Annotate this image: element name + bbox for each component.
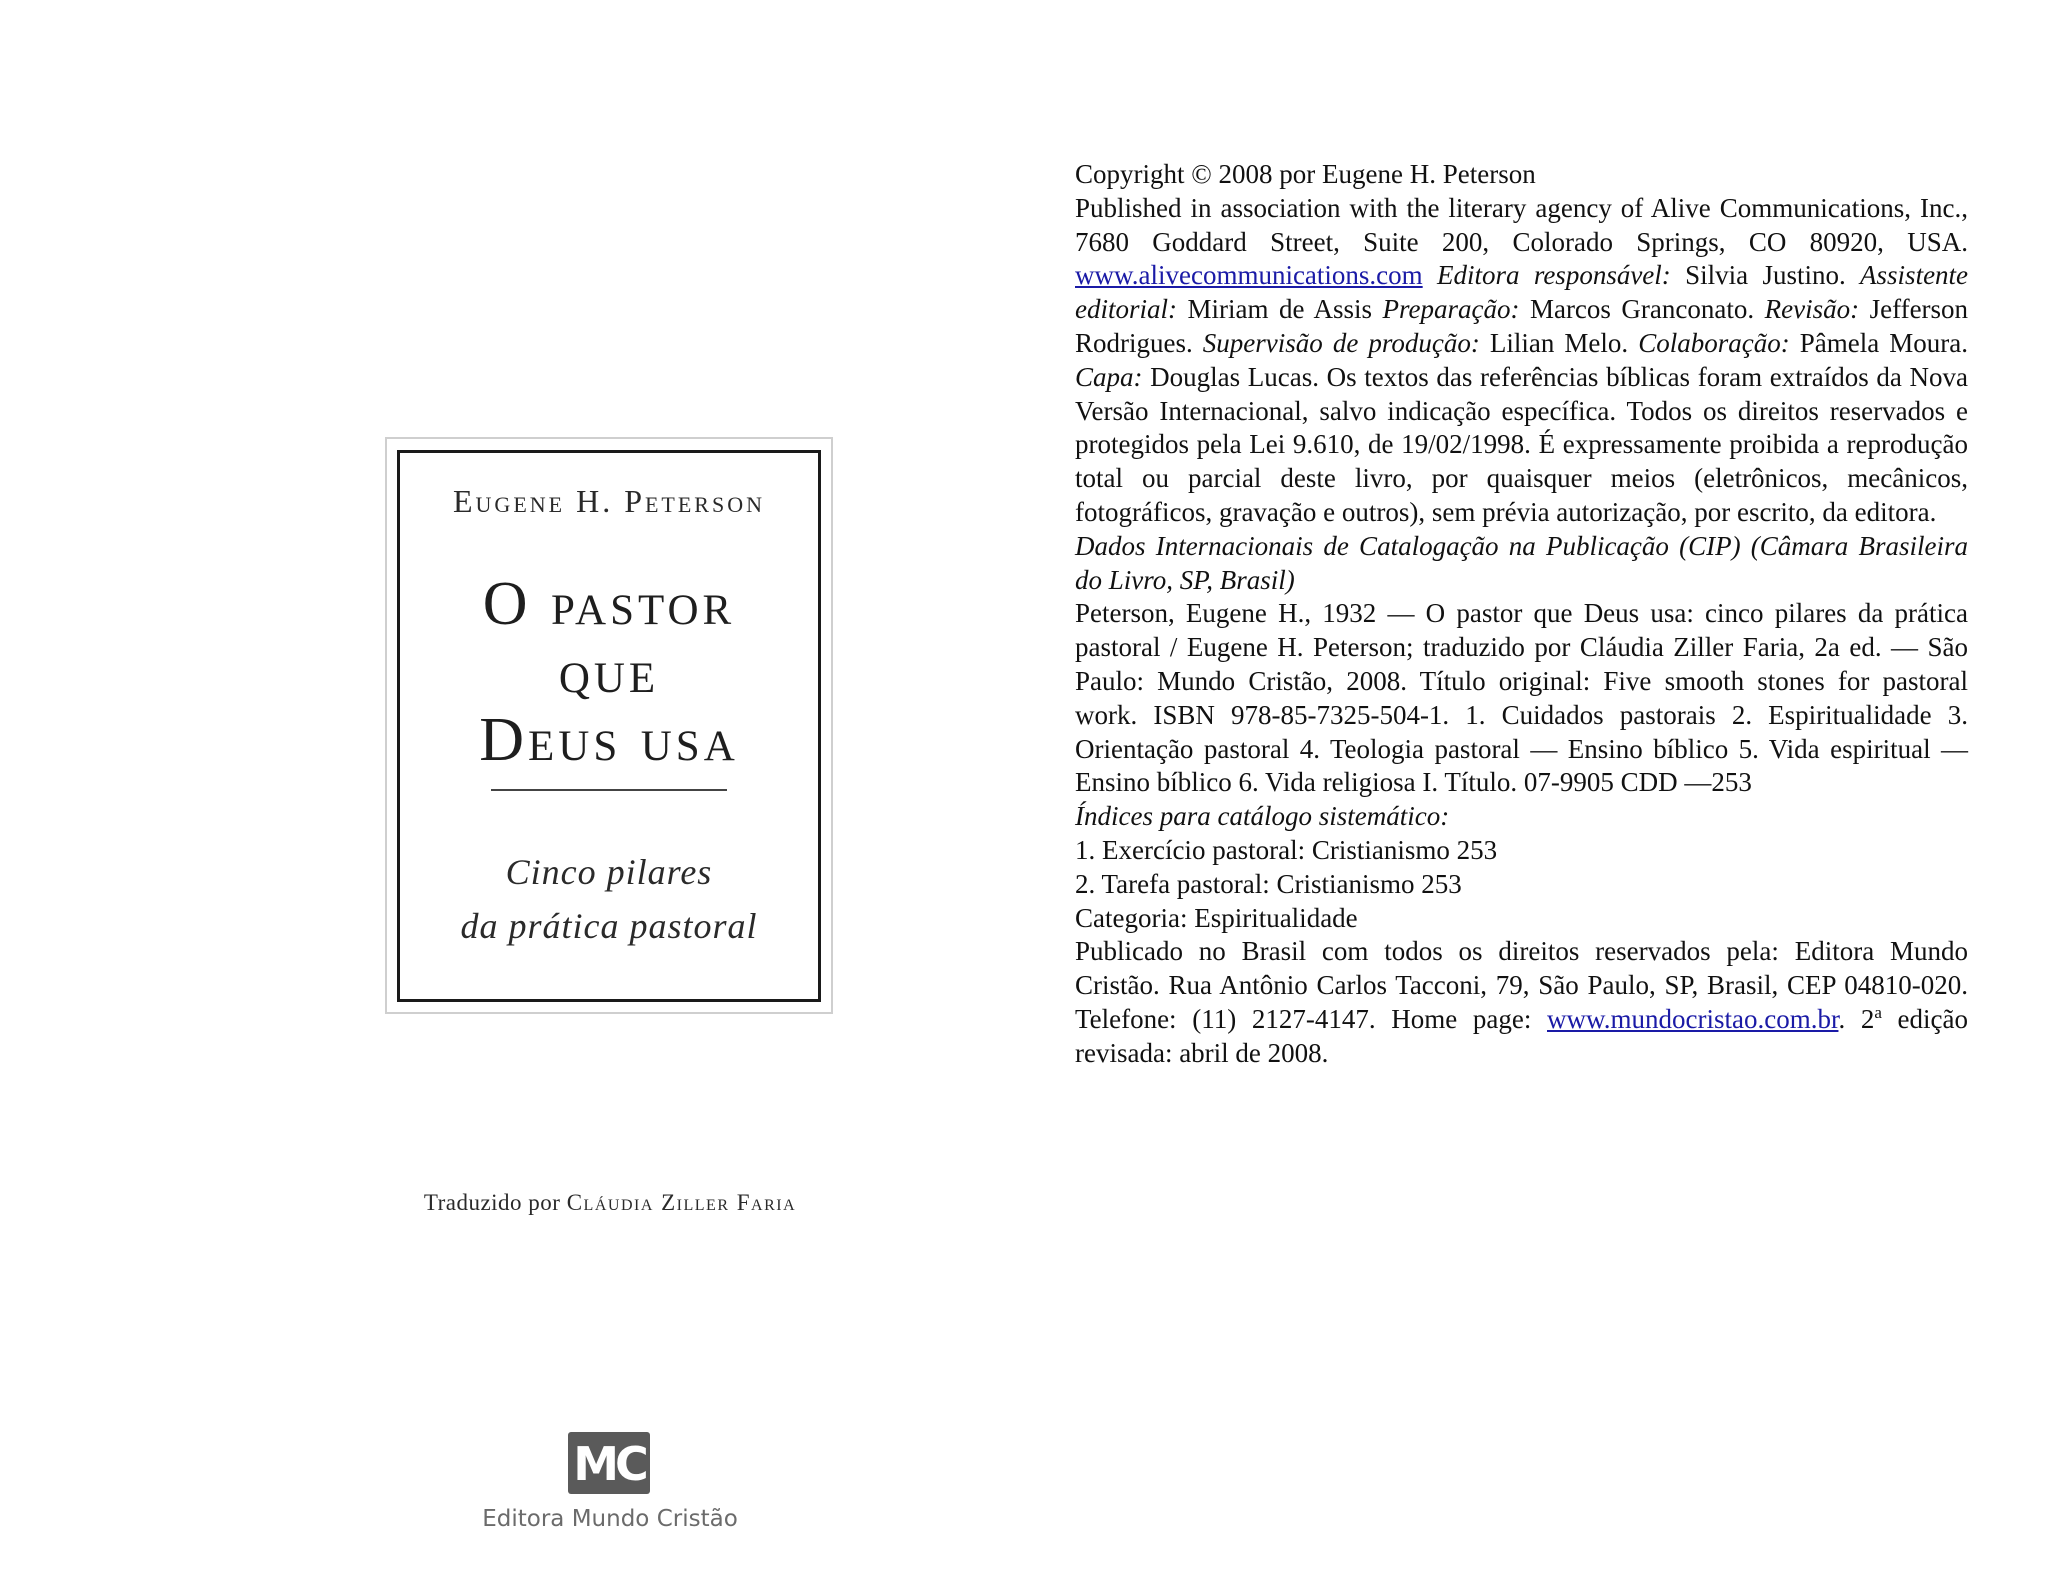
credits-paragraph bbox=[1075, 192, 1968, 530]
assistente-label: Assistente editorial: bbox=[1075, 260, 1969, 325]
supervisao-value: Lilian Melo. bbox=[1489, 327, 1629, 358]
title-divider bbox=[491, 789, 727, 791]
revisao-value: Jefferson Rodrigues. bbox=[1075, 294, 1969, 358]
edition-ordinal: a bbox=[1874, 1002, 1882, 1022]
publisher-logo-icon bbox=[568, 1432, 650, 1494]
capa-label: Capa: bbox=[1075, 361, 1143, 392]
edition-post: edição revisada: abril de 2008. bbox=[1075, 1003, 1969, 1068]
index-heading-text: Índices para catálogo sistemático: bbox=[1075, 801, 1450, 832]
title-frame bbox=[397, 450, 821, 1002]
translator-name: Cláudia Ziller Faria bbox=[566, 1190, 797, 1215]
author-name: Eugene H. Peterson bbox=[453, 483, 765, 519]
revisao-label: Revisão: bbox=[1764, 294, 1860, 325]
editora-label: Editora responsável: bbox=[1437, 260, 1671, 291]
copyright-line: Copyright © 2008 por Eugene H. Peterson bbox=[1075, 159, 1536, 189]
book-subtitle bbox=[400, 845, 818, 953]
book-title-line-1: O pastor bbox=[482, 570, 736, 638]
book-title-line-3: Deus usa bbox=[479, 706, 739, 774]
book-subtitle-line-2: da prática pastoral bbox=[460, 906, 758, 946]
supervisao-label: Supervisão de produção: bbox=[1202, 327, 1480, 358]
colaboracao-value: Pâmela Moura. bbox=[1799, 327, 1969, 358]
agency-link[interactable]: www.alivecommunications.com bbox=[1075, 260, 1423, 291]
publisher-name: Editora Mundo Cristão bbox=[482, 1506, 738, 1532]
rights-text: Os textos das referências bíblicas foram extraídos da Nova Versão Internacional, salvo indicação específica. Todos os direitos reservados e protegidos pela Lei 9.610, de 19/02/1998. É expressamente proibida a reprodução total ou parcial deste livro, por quaisquer meios (eletrônicos, mecânicos, fotográficos, gravação e outros), sem prévia autorização, por escrito, da editora. bbox=[1075, 361, 1969, 527]
assistente-value: Miriam de Assis bbox=[1187, 294, 1372, 325]
publisher-info-paragraph bbox=[1075, 935, 1968, 1070]
index-heading bbox=[1075, 800, 1968, 834]
book-title-line-2: que bbox=[558, 638, 660, 706]
preparacao-value: Marcos Granconato. bbox=[1529, 294, 1755, 325]
cip-heading: Dados Internacionais de Catalogação na Publicação (CIP) (Câmara Brasileira do Livro, SP, Brasil) bbox=[1075, 530, 1968, 595]
category-line: Categoria: Espiritualidade bbox=[1075, 902, 1358, 933]
index-item: 1. Exercício pastoral: Cristianismo 253 bbox=[1075, 834, 1498, 865]
preparacao-label: Preparação: bbox=[1382, 294, 1520, 325]
translator-credit bbox=[385, 1190, 835, 1216]
publisher-info: Publicado no Brasil com todos os direitos reservados pela: Editora Mundo Cristão. Rua Antônio Carlos Tacconi, 79, São Paulo, SP, Brasil, CEP 04810-020. Telefone: (11) 2127-4147. Home page: bbox=[1075, 936, 1968, 1034]
book-title bbox=[400, 570, 818, 774]
colaboracao-label: Colaboração: bbox=[1638, 327, 1790, 358]
publisher-logo-text: MC bbox=[573, 1437, 645, 1491]
capa-value: Douglas Lucas. bbox=[1150, 361, 1319, 392]
editora-value: Silvia Justino. bbox=[1685, 260, 1846, 291]
association-text: Published in association with the literary agency of Alive Communications, Inc., 7680 Goddard Street, Suite 200, Colorado Springs, CO 80920, USA. bbox=[1075, 192, 1968, 257]
book-subtitle-line-1: Cinco pilares bbox=[505, 852, 713, 892]
copyright-page bbox=[1075, 158, 1968, 1071]
cip-heading-paragraph bbox=[1075, 530, 1968, 598]
index-item: 2. Tarefa pastoral: Cristianismo 253 bbox=[1075, 868, 1462, 899]
translator-prefix: Traduzido por bbox=[423, 1190, 561, 1215]
edition-pre: . 2 bbox=[1838, 1003, 1875, 1034]
publisher-website-link[interactable]: www.mundocristao.com.br bbox=[1547, 1003, 1839, 1034]
cip-record: Peterson, Eugene H., 1932 — O pastor que Deus usa: cinco pilares da prática pastoral / Eugene H. Peterson; traduzido por Cláudia Ziller Faria, 2a ed. — São Paulo: Mundo Cristão, 2008. Título original: Five smooth stones for pastoral work. ISBN 978-85-7325-504-1. 1. Cuidados pastorais 2. Espiritualidade 3. Orientação pastoral 4. Teologia pastoral — Ensino bíblico 5. Vida espiritual — Ensino bíblico 6. Vida religiosa I. Título. 07-9905 CDD —253 bbox=[1075, 598, 1968, 798]
